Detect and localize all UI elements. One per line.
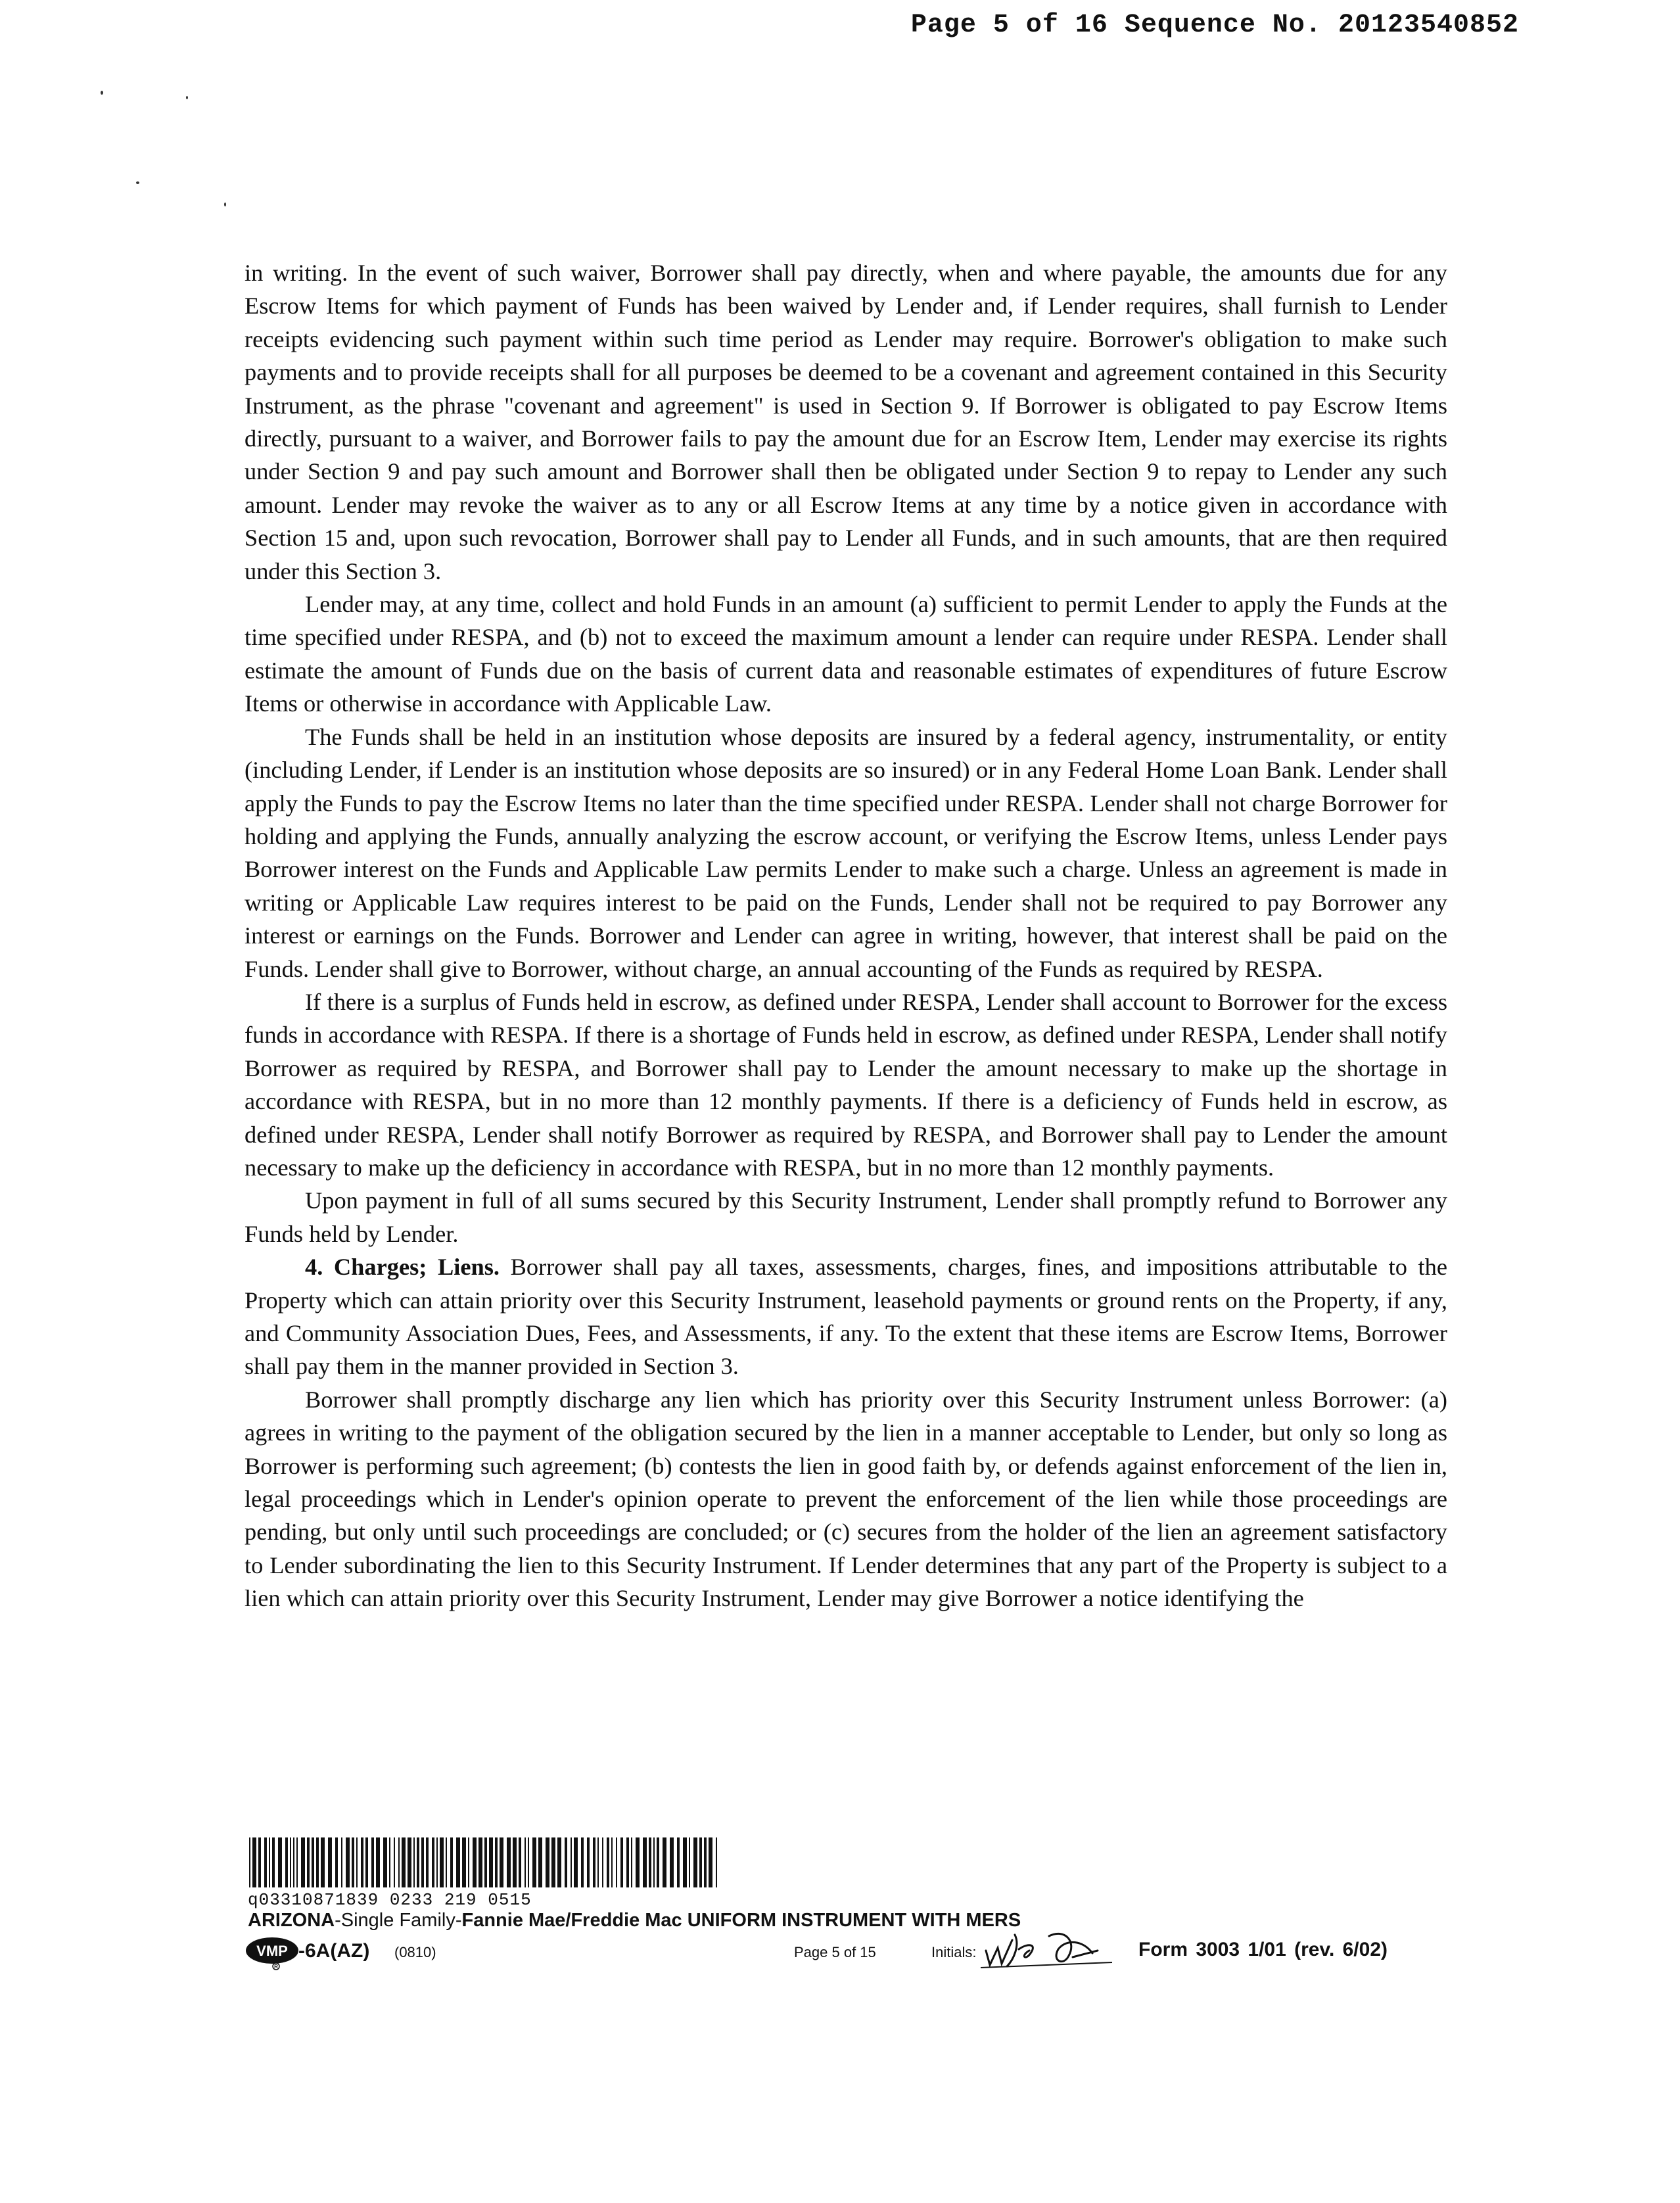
form-title-state: ARIZONA bbox=[248, 1910, 335, 1931]
scan-speck bbox=[224, 202, 226, 206]
section-4-heading: 4. Charges; Liens. bbox=[305, 1254, 500, 1281]
form-title-mid: -Single Family- bbox=[335, 1910, 462, 1931]
paragraph-escrow-waiver: in writing. In the event of such waiver, Borrower shall pay directly, when and where payable, the amounts due for any Escrow Items for which payment of Funds has been waived by Lender and, if Lender requires, shall furnish to Lender receipts evidencing such payment within such time period as Lender may require. Borrower's obligation to make such payments and to provide receipts shall for all purposes be deemed to be a covenant and agreement contained in this Security Instrument, as the phrase "covenant and agreement" is used in Section 9. If Borrower is obligated to pay Escrow Items directly, pursuant to a waiver, and Borrower fails to pay the amount due for an Escrow Item, Lender may exercise its rights under Section 9 and pay such amount and Borrower shall then be obligated under Section 9 to repay to Lender any such amount. Lender may revoke the waiver as to any or all Escrow Items at any time by a notice given in accordance with Section 15 and, upon such revocation, Borrower shall pay to Lender all Funds, and in such amounts, that are then required under this Section 3. bbox=[245, 260, 1447, 584]
sequence-header: Page 5 of 16 Sequence No. 20123540852 bbox=[910, 11, 1519, 40]
vmp-logo-icon bbox=[245, 1936, 302, 1970]
paragraph-discharge-lien: Borrower shall promptly discharge any lien which has priority over this Security Instrument unless Borrower: (a) agrees in writing to the payment of the obligation secured by the lien in a manner acceptable to Lender, but only so long as Borrower is performing such agreement; (b) contests the lien in good faith by, or defends against enforcement of the lien in, legal proceedings which in Lender's opinion operate to prevent the enforcement of the lien while those proceedings are pending, but only until such proceedings are concluded; or (c) secures from the holder of the lien an agreement satisfactory to Lender subordinating the lien to this Security Instrument. If Lender determines that any part of the Property is subject to a lien which can attain priority over this Security Instrument, Lender may give Borrower a notice identifying the bbox=[245, 1386, 1447, 1612]
initials-label: Initials: bbox=[931, 1944, 977, 1960]
document-body bbox=[245, 256, 1447, 1615]
page-reference: Page 5 of 15 bbox=[794, 1944, 876, 1960]
svg-text:R: R bbox=[274, 1964, 278, 1970]
vmp-logo-text: VMP bbox=[256, 1943, 288, 1959]
barcode-number: q03310871839 0233 219 0515 bbox=[248, 1890, 532, 1910]
form-number: Form 3003 1/01 (rev. 6/02) bbox=[1138, 1939, 1388, 1960]
section-4-text: Borrower shall pay all taxes, assessments, charges, fines, and impositions attributable to the Property which can attain priority over this Security Instrument, leasehold payments or ground rents on the Property, if any, and Community Association Dues, Fees, and Assessments, if any. To the extent that these items are Escrow Items, Borrower shall pay them in the manner provided in Section 3. bbox=[245, 1254, 1447, 1380]
barcode-image bbox=[248, 1837, 721, 1887]
scan-speck bbox=[186, 96, 188, 99]
form-title bbox=[248, 1910, 1021, 1931]
form-title-rest: Fannie Mae/Freddie Mac UNIFORM INSTRUMENT WITH MERS bbox=[461, 1910, 1021, 1931]
initials-signature bbox=[981, 1910, 1165, 1972]
form-code: -6A(AZ) bbox=[298, 1940, 370, 1962]
paragraph-surplus-shortage: If there is a surplus of Funds held in escrow, as defined under RESPA, Lender shall account to Borrower for the excess funds in accordance with RESPA. If there is a shortage of Funds held in escrow, as defined under RESPA, Lender shall notify Borrower as required by RESPA, and Borrower shall pay to Lender the amount necessary to make up the shortage in accordance with RESPA, but in no more than 12 monthly payments. If there is a deficiency of Funds held in escrow, as defined under RESPA, Lender shall notify Borrower as required by RESPA, and Borrower shall pay to Lender the amount necessary to make up the deficiency in accordance with RESPA, but in no more than 12 monthly payments. bbox=[245, 988, 1447, 1181]
form-footer bbox=[245, 1837, 1447, 1989]
form-info-row bbox=[245, 1936, 1447, 1976]
form-version: (0810) bbox=[394, 1944, 436, 1960]
scan-speck bbox=[101, 91, 103, 95]
scan-speck bbox=[136, 181, 139, 184]
paragraph-refund: Upon payment in full of all sums secured by this Security Instrument, Lender shall promptly refund to Borrower any Funds held by Lender. bbox=[245, 1187, 1447, 1247]
paragraph-section-4 bbox=[245, 1250, 1447, 1383]
paragraph-collect-funds: Lender may, at any time, collect and hold Funds in an amount (a) sufficient to permit Lender to apply the Funds at the time specified under RESPA, and (b) not to exceed the maximum amount a lender can require under RESPA. Lender shall estimate the amount of Funds due on the basis of current data and reasonable estimates of expenditures of future Escrow Items or otherwise in accordance with Applicable Law. bbox=[245, 591, 1447, 717]
paragraph-funds-held: The Funds shall be held in an institution whose deposits are insured by a federal agency, instrumentality, or entity (including Lender, if Lender is an institution whose deposits are so insured) or in any Federal Home Loan Bank. Lender shall apply the Funds to pay the Escrow Items no later than the time specified under RESPA. Lender shall not charge Borrower for holding and applying the Funds, annually analyzing the escrow account, or verifying the Escrow Items, unless Lender pays Borrower interest on the Funds and Applicable Law permits Lender to make such a charge. Unless an agreement is made in writing or Applicable Law requires interest to be paid on the Funds, Lender shall not be required to pay Borrower any interest or earnings on the Funds. Borrower and Lender can agree in writing, however, that interest shall be paid on the Funds. Lender shall give to Borrower, without charge, an annual accounting of the Funds as required by RESPA. bbox=[245, 723, 1447, 982]
